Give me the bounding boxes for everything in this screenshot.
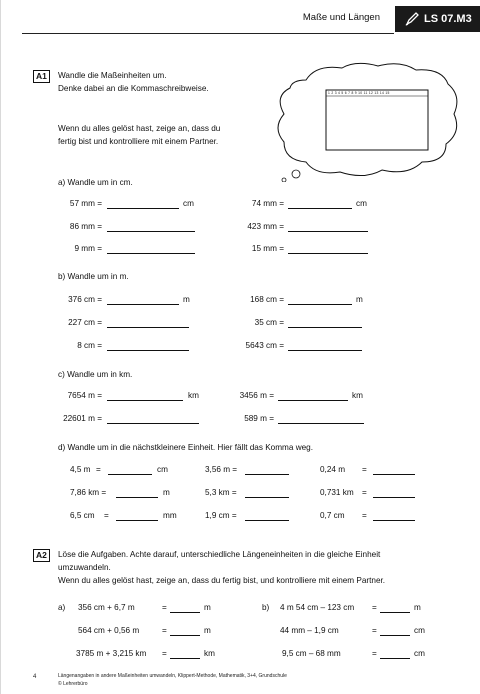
a1-a-item-label: 9 mm = [74,244,102,253]
unit-label: m [163,488,170,497]
a1-a-item-label: 57 mm = [69,199,102,208]
footer-copyright: © Lehrerbüro [58,681,88,687]
a2-right-expr: 4 m 54 cm – 123 cm [280,603,355,612]
answer-blank[interactable] [288,253,368,254]
unit-label: km [352,391,363,400]
a1-b-item-label: 168 cm = [250,295,284,304]
a1-c-item-label: 7654 m = [67,391,102,400]
answer-blank[interactable] [107,350,189,351]
a1-d-item-label: 3,56 m = [205,465,238,474]
answer-blank[interactable] [245,497,289,498]
answer-blank[interactable] [288,350,362,351]
a1-d-item-label: 0,24 m [320,465,346,474]
a2-right-expr: 9,5 cm – 68 mm [282,649,341,658]
a2-left-expr: 564 cm + 0,56 m [78,626,140,635]
a1-d-item-label: 5,3 km = [205,488,237,497]
a1-d-item-label: 0,7 cm [320,511,345,520]
a1-a-item-label: 74 mm = [251,199,284,208]
a1-b-item-label: 35 cm = [254,318,284,327]
answer-blank[interactable] [170,658,200,659]
unit-label: mm [163,511,177,520]
answer-blank[interactable] [288,231,368,232]
unit-label: cm [183,199,194,208]
unit-label: cm [356,199,367,208]
answer-blank[interactable] [170,635,200,636]
answer-blank[interactable] [380,612,410,613]
equals-sign: = [96,465,101,474]
answer-blank[interactable] [107,423,199,424]
answer-blank[interactable] [108,474,152,475]
answer-blank[interactable] [107,400,183,401]
a2-instruction-3: Wenn du alles gelöst hast, zeige an, dass du fertig bist, und kontrolliere mit einem Partner. [58,576,386,585]
unit-label: m [204,626,211,635]
a1-b-item-label: 5643 cm = [245,341,284,350]
a1-instruction-1: Wandle die Maßeinheiten um. [58,71,167,80]
a1-d-item-label: 6,5 cm [70,511,95,520]
answer-blank[interactable] [245,474,289,475]
a2-part-a-label: a) [58,603,66,612]
answer-blank[interactable] [278,423,364,424]
unit-label: cm [157,465,168,474]
a1-d-item-label: 4,5 m [70,465,91,474]
answer-blank[interactable] [107,231,195,232]
thought-cloud [276,62,460,182]
answer-blank[interactable] [116,497,158,498]
a1-d-item-label: 1,9 cm = [205,511,237,520]
a2-left-expr: 3785 m + 3,215 km [76,649,147,658]
unit-label: km [188,391,199,400]
footer-description: Längenangaben in andere Maßeinheiten umwandeln, Klippert-Methode, Mathematik, 3+4, Grundschule [58,673,287,679]
unit-label: m [356,295,363,304]
answer-blank[interactable] [107,304,179,305]
equals-sign: = [372,649,377,658]
a1-b-heading: b) Wandle um in m. [58,272,129,281]
a2-instruction-1: Löse die Aufgaben. Achte darauf, unterschiedliche Längeneinheiten in die gleiche Einheit [58,550,381,559]
answer-blank[interactable] [288,327,362,328]
answer-blank[interactable] [245,520,289,521]
a1-c-item-label: 3456 m = [239,391,274,400]
a1-d-item-label: 7,86 km = [70,488,107,497]
a1-a-item-label: 15 mm = [251,244,284,253]
a1-b-item-label: 8 cm = [77,341,102,350]
unit-label: cm [414,626,425,635]
unit-label: km [204,649,215,658]
header-title: Maße und Längen [302,12,380,23]
a2-instruction-2: umzuwandeln. [58,563,111,572]
answer-blank[interactable] [380,635,410,636]
equals-sign: = [162,626,167,635]
a1-d-heading: d) Wandle um in die nächstkleinere Einheit. Hier fällt das Komma weg. [58,443,313,452]
worksheet-code: LS 07.M3 [424,13,472,25]
answer-blank[interactable] [278,400,348,401]
answer-blank[interactable] [170,612,200,613]
equals-sign: = [372,603,377,612]
header-rule [22,33,394,34]
ruler-scale: 1 2 3 4 5 6 7 8 9 10 11 12 13 14 15 [328,91,390,95]
a1-instruction-2: Denke dabei an die Kommaschreibweise. [58,84,209,93]
worksheet-tag [395,6,480,32]
a1-a-item-label: 423 mm = [247,222,284,231]
unit-label: cm [414,649,425,658]
a1-note-1: Wenn du alles gelöst hast, zeige an, dass du [58,124,221,133]
a1-d-item-label: 0,731 km [320,488,354,497]
equals-sign: = [162,603,167,612]
a1-b-item-label: 227 cm = [68,318,102,327]
a1-c-item-label: 22601 m = [63,414,102,423]
page-number: 4 [33,674,37,680]
a1-b-item-label: 376 cm = [68,295,102,304]
unit-label: m [414,603,421,612]
a1-c-item-label: 589 m = [244,414,274,423]
a2-right-expr: 44 mm – 1,9 cm [280,626,339,635]
answer-blank[interactable] [373,497,415,498]
a1-note-2: fertig bist und kontrolliere mit einem Partner. [58,137,219,146]
equals-sign: = [362,511,367,520]
answer-blank[interactable] [373,520,415,521]
answer-blank[interactable] [107,208,179,209]
task-badge-a2: A2 [33,549,50,562]
a2-part-b-label: b) [262,603,270,612]
answer-blank[interactable] [373,474,415,475]
answer-blank[interactable] [380,658,410,659]
answer-blank[interactable] [288,304,352,305]
a2-left-expr: 356 cm + 6,7 m [78,603,135,612]
answer-blank[interactable] [107,253,195,254]
equals-sign: = [362,488,367,497]
equals-sign: = [104,511,109,520]
a1-a-heading: a) Wandle um in cm. [58,178,133,187]
a1-a-item-label: 86 mm = [69,222,102,231]
answer-blank[interactable] [288,208,352,209]
answer-blank[interactable] [107,327,189,328]
answer-blank[interactable] [116,520,158,521]
equals-sign: = [362,465,367,474]
a1-c-heading: c) Wandle um in km. [58,370,133,379]
task-badge-a1: A1 [33,70,50,83]
unit-label: m [183,295,190,304]
pencil-icon [405,12,419,26]
equals-sign: = [372,626,377,635]
unit-label: m [204,603,211,612]
equals-sign: = [162,649,167,658]
